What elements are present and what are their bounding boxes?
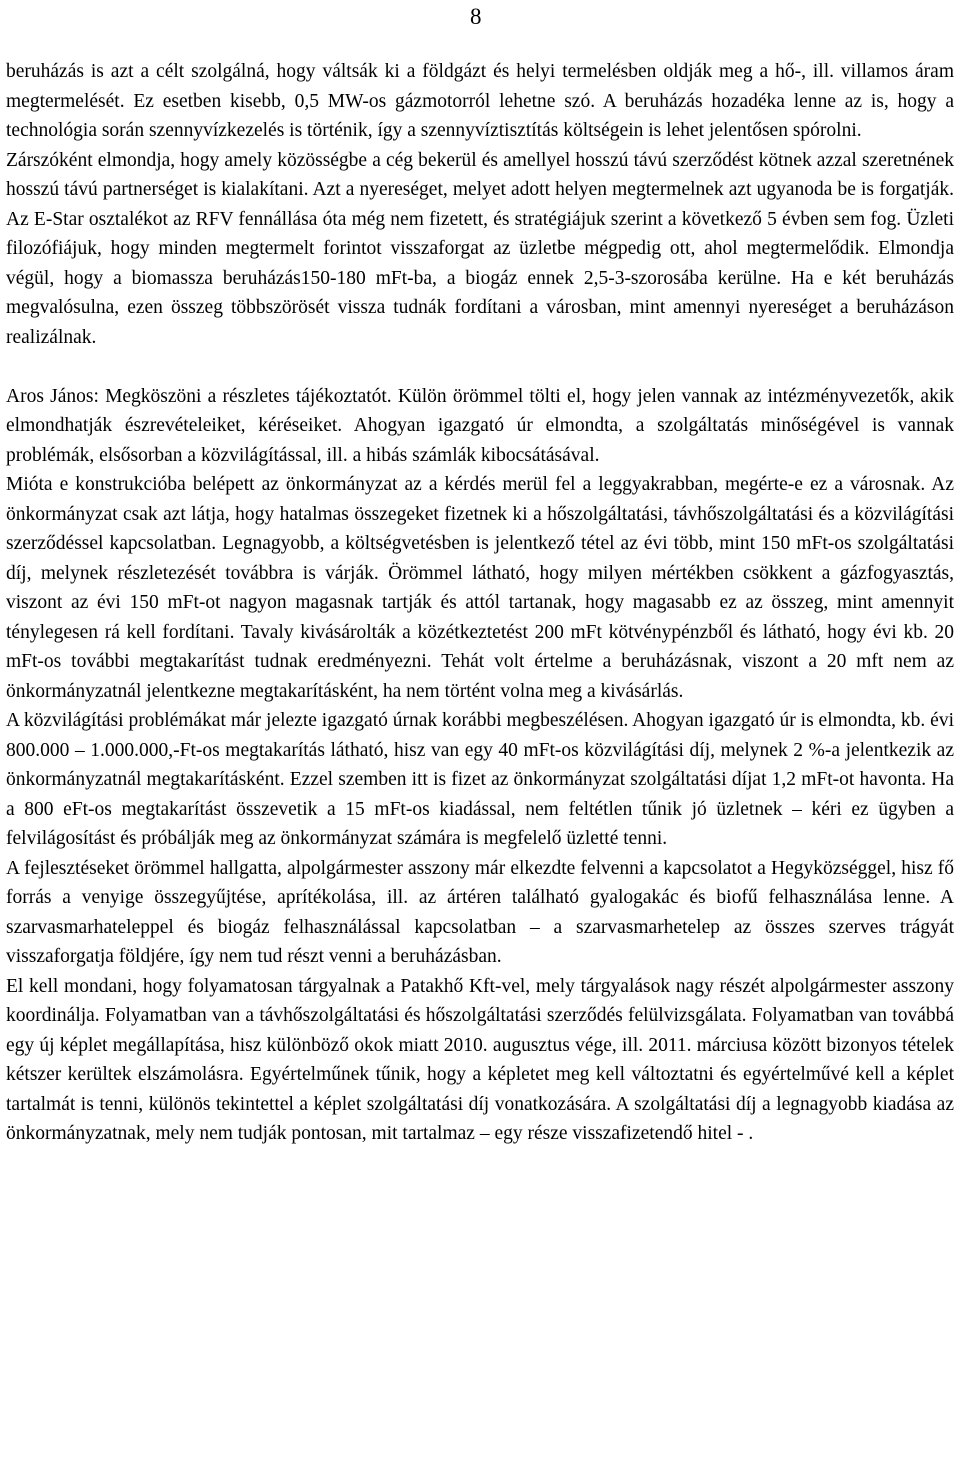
speech-intro-text: : Megköszöni a részletes tájékoztatót. Külön örömmel tölti el, hogy jelen vannak az intézményvezetők, akik elmondhatják észrevételeiket, kéréseiket. Ahogyan igazgató úr elmondta, a szolgáltatás minőségével is vannak problémák, elsősorban a közvilágítással, ill. a hibás számlák kibocsátásával.	[6, 385, 954, 466]
speech-intro-paragraph	[6, 382, 954, 471]
paragraph: beruházás is azt a célt szolgálná, hogy váltsák ki a földgázt és helyi termelésben oldják meg a hő-, ill. villamos áram megtermelését. Ez esetben kisebb, 0,5 MW-os gázmotorról lehetne szó. A beruházás hozadéka lenne az is, hogy a technológia során szennyvízkezelés is történik, így a szennyvíztisztítás költségein is lehet jelentősen spórolni.	[6, 61, 954, 141]
speaker-name: Aros János	[6, 385, 94, 407]
page-number: 8	[470, 4, 482, 29]
paragraph: Zárszóként elmondja, hogy amely közösségbe a cég bekerül és amellyel hosszú távú szerződést kötnek azzal szeretnének hosszú távú partnerséget is kialakítani. Azt a nyereséget, melyet adott helyen megtermelnek azt ugyanoda be is forgatják. Az E-Star osztalékot az RFV fennállása óta még nem fizetett, és stratégiájuk szerint a következő 5 évben sem fog. Üzleti filozófiájuk, hogy minden megtermelt forintot visszaforgat az üzletbe mégpedig ott, ahol megtermelődik. Elmondja végül, hogy a biomassza beruházás150-180 mFt-ba, a biogáz ennek 2,5-3-szorosába kerülne. Ha e két beruházás megvalósulna, ezen összeg többszörösét vissza tudnák fordítani a városban, mint amennyi nyereséget a beruházáson realizálnak.	[6, 149, 954, 348]
paragraph: Mióta e konstrukcióba belépett az önkormányzat az a kérdés merül fel a leggyakrabban, megérte-e ez a városnak. Az önkormányzat csak azt látja, hogy hatalmas összegeket fizetnek ki a hőszolgáltatási, távhőszolgáltatási és a közvilágítási szerződéssel kapcsolatban. Legnagyobb, a költségvetésben is jelentkező tétel az évi több, mint 150 mFt-os szolgáltatási díj, melynek részletezését továbbra is várják. Örömmel látható, hogy milyen mértékben csökkent a gázfogyasztás, viszont az évi 150 mFt-ot nagyon magasnak tartják és attól tartanak, hogy magasabb ez az összeg, mint amennyit ténylegesen rá kell fordítani. Tavaly kivásárolták a közétkeztetést 200 mFt kötvénypénzből és látható, hogy évi kb. 20 mFt-os további megtakarítást tudnak eredményezni. Tehát volt értelme a beruházásnak, viszont a 20 mft nem az önkormányzatnál jelentkezne megtakarításként, ha nem történt volna meg a kivásárlás.	[6, 474, 954, 702]
document-body	[6, 57, 954, 1149]
paragraph: A közvilágítási problémákat már jelezte igazgató úrnak korábbi megbeszélésen. Ahogyan igazgató úr is elmondta, kb. évi 800.000 – 1.000.000,-Ft-os megtakarítás látható, hisz van egy 40 mFt-os közvilágítási díj, melynek 2 %-a jelentkezik az önkormányzatnál megtakarításként. Ezzel szemben itt is fizet az önkormányzat szolgáltatási díjat 1,2 mFt-ot havonta. Ha a 800 eFt-os megtakarítást összevetik a 15 mFt-os kiadással, nem feltétlen tűnik jó üzletnek – kéri ez ügyben a felvilágosítást és próbálják meg az önkormányzat számára is megfelelő üzletté tenni.	[6, 710, 954, 849]
paragraph: El kell mondani, hogy folyamatosan tárgyalnak a Patakhő Kft-vel, mely tárgyalások nagy részét alpolgármester asszony koordinálja. Folyamatban van a távhőszolgáltatási és hőszolgáltatási szerződés felülvizsgálata. Folyamatban van továbbá egy új képlet megállapítása, hisz különböző okok miatt 2010. augusztus vége, ill. 2011. márciusa között bizonyos tételek kétszer kerültek elszámolásra. Egyértelműnek tűnik, hogy a képletet meg kell változtatni és egyértelművé kell a képlet tartalmát is tenni, különös tekintettel a képlet szolgáltatási díj vonatkozására. A szolgáltatási díj a legnagyobb kiadása az önkormányzatnak, mely nem tudják pontosan, mit tartalmaz – egy része visszafizetendő hitel - .	[6, 975, 954, 1144]
paragraph: A fejlesztéseket örömmel hallgatta, alpolgármester asszony már elkezdte felvenni a kapcsolatot a Hegyközséggel, hisz fő forrás a venyige összegyűjtése, aprítékolása, ill. az ártéren található gyalogakác és biofű felhasználása lenne. A szarvasmarhateleppel és biogáz felhasználással kapcsolatban – a szarvasmarhetelep az összes szerves trágyát visszaforgatja földjére, így nem tud részt venni a beruházásban.	[6, 857, 954, 967]
